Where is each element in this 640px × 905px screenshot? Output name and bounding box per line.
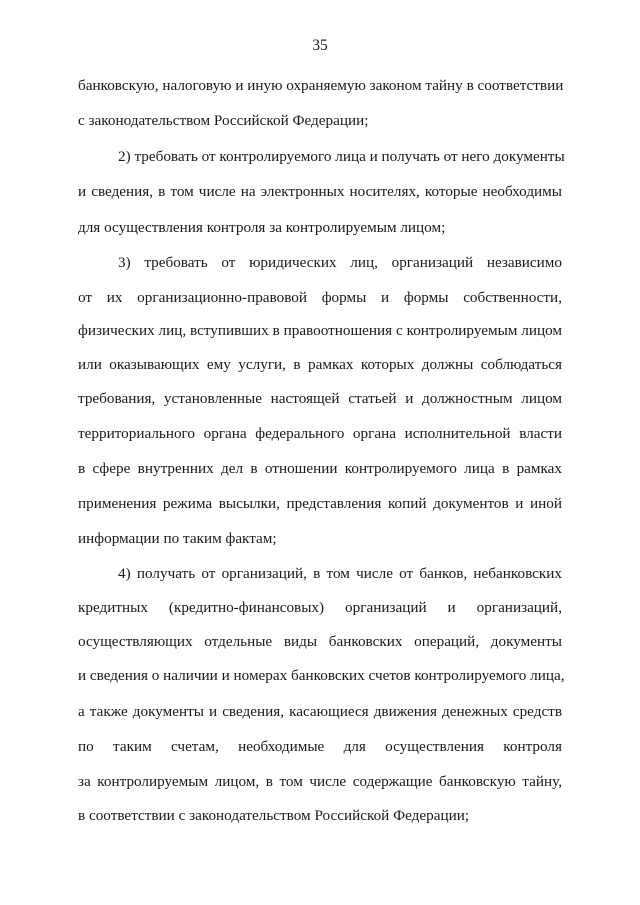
paragraph-3-line-4: а также документы и сведения, касающиеся движения денежных средств	[78, 703, 562, 720]
paragraph-0-line-0: банковскую, налоговую и иную охраняемую законом тайну в соответствии	[78, 77, 564, 94]
paragraph-1-line-1: и сведения, в том числе на электронных носителях, которые необходимы	[78, 183, 562, 200]
paragraph-3-line-6: за контролируемым лицом, в том числе содержащие банковскую тайну,	[78, 773, 562, 790]
paragraph-2-line-3: или оказывающих ему услуги, в рамках которых должны соблюдаться	[78, 356, 562, 373]
paragraph-2-line-4: требования, установленные настоящей статьей и должностным лицом	[78, 390, 562, 407]
paragraph-2-line-2: физических лиц, вступивших в правоотношения с контролируемым лицом	[78, 322, 562, 339]
paragraph-2-line-8: информации по таким фактам;	[78, 530, 277, 547]
paragraph-2-line-5: территориального органа федерального органа исполнительной власти	[78, 425, 562, 442]
paragraph-0-line-1: с законодательством Российской Федерации;	[78, 112, 369, 129]
paragraph-1-line-2: для осуществления контроля за контролируемым лицом;	[78, 219, 446, 236]
paragraph-3-line-5: по таким счетам, необходимые для осуществления контроля	[78, 738, 562, 755]
paragraph-3-line-1: кредитных (кредитно-финансовых) организаций и организаций,	[78, 599, 562, 616]
paragraph-2-line-0: 3) требовать от юридических лиц, организаций независимо	[118, 254, 562, 271]
paragraph-2-line-7: применения режима высылки, представления копий документов и иной	[78, 495, 562, 512]
paragraph-3-line-0: 4) получать от организаций, в том числе от банков, небанковских	[118, 565, 562, 582]
paragraph-2-line-6: в сфере внутренних дел в отношении контролируемого лица в рамках	[78, 460, 562, 477]
paragraph-3-line-7: в соответствии с законодательством Российской Федерации;	[78, 807, 470, 824]
paragraph-2-line-1: от их организационно-правовой формы и формы собственности,	[78, 289, 562, 306]
paragraph-3-line-3: и сведения о наличии и номерах банковских счетов контролируемого лица,	[78, 667, 565, 684]
paragraph-3-line-2: осуществляющих отдельные виды банковских операций, документы	[78, 633, 562, 650]
page-number: 35	[312, 37, 328, 54]
paragraph-1-line-0: 2) требовать от контролируемого лица и получать от него документы	[118, 148, 565, 165]
